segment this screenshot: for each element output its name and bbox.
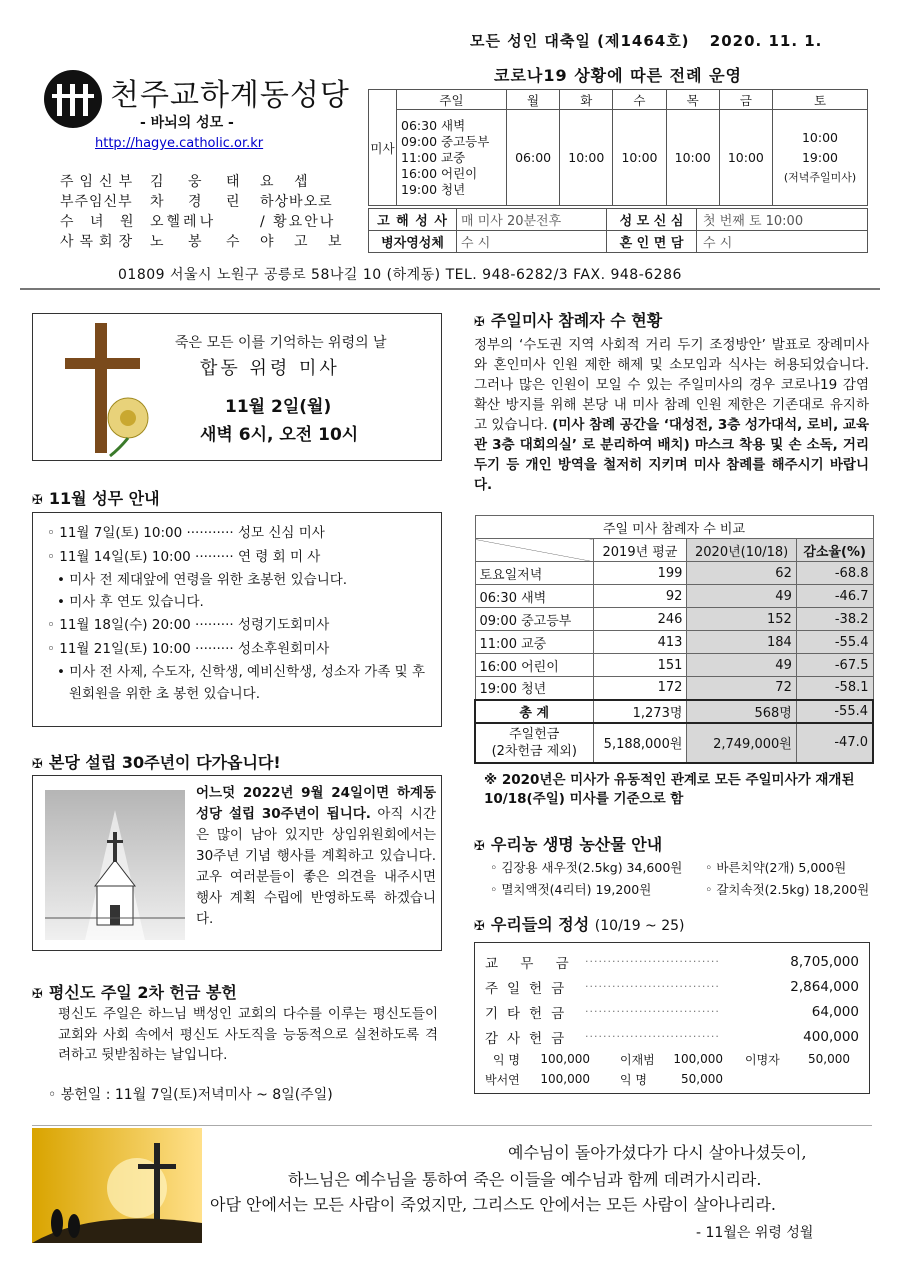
church-icon <box>45 790 185 940</box>
column-header: 2020년(10/18) <box>687 539 796 562</box>
bullet-icon: ✠ <box>474 315 485 330</box>
staff-row <box>60 212 350 232</box>
memorial-times: 새벽 6시, 오전 10시 <box>200 425 359 445</box>
sat-times: 10:00 19:00 (저녁주일미사) <box>773 110 868 206</box>
parish-logo <box>44 70 102 128</box>
list-item: ◦ 11월 21일(토) 10:00 ········· 성소후원회미사 <box>47 641 330 657</box>
staff-name: 오헬레나 <box>150 214 217 230</box>
table-cell: 172 <box>593 677 687 700</box>
mass-table <box>368 89 868 206</box>
table-cell: -68.8 <box>796 562 873 585</box>
staff-name: 차 경 린 <box>150 194 250 210</box>
farm-title: ✠ 우리농 생명 농산물 안내 <box>474 835 663 854</box>
issue-date: 2020. 11. 1. <box>709 32 823 50</box>
issue-title: 모든 성인 대축일 (제1464호) <box>470 32 690 50</box>
staff-row <box>60 192 350 212</box>
donation-row: 주일헌금 ······························ 2,864,000 <box>485 978 859 997</box>
sunday-times: 06:30 새벽 09:00 중고등부 11:00 교중 16:00 어린이 19:00 청년 <box>397 110 507 206</box>
row-label: 16:00 어린이 <box>475 654 593 677</box>
devotion-value: 첫 번째 토 10:00 <box>697 209 868 231</box>
list-subitem: • 미사 후 연도 있습니다. <box>57 594 204 610</box>
list-item: ◦ 김장용 새우젓(2.5kg) 34,600원 ◦ 바른치약(2개) 5,000원 <box>490 860 847 875</box>
staff-role: 사목회장 <box>60 234 139 250</box>
footer-line3: 아담 안에서는 모든 사람이 죽었지만, 그리스도 안에서는 모든 사람이 살아나리라. <box>210 1195 776 1214</box>
row-label: 09:00 중고등부 <box>475 608 593 631</box>
cross-flower-icon <box>50 318 160 458</box>
confession-label: 고 해 성 사 <box>369 209 457 231</box>
donor-row: 박서연 100,000 익 명 50,000 <box>485 1072 723 1087</box>
staff-row <box>60 172 350 192</box>
bullet-icon: ✠ <box>474 839 485 854</box>
col-sunday: 주일 <box>397 90 507 110</box>
list-subitem: • 미사 전 제대앞에 연령을 위한 초봉헌 있습니다. <box>57 572 348 588</box>
parish-patron: - 바뇌의 성모 - <box>140 115 234 131</box>
november-title: ✠ 11월 성무 안내 <box>32 489 160 508</box>
donor-row: 익 명 100,000 이재범 100,000 이명자 50,000 <box>493 1052 850 1067</box>
wed-time: 10:00 <box>613 110 666 206</box>
cross-icon <box>32 1128 202 1243</box>
memorial-date: 11월 2일(월) <box>225 397 332 417</box>
table-cell: 184 <box>687 631 796 654</box>
parish-url-link[interactable]: http://hagye.catholic.or.kr <box>95 136 264 151</box>
table-row <box>475 631 873 654</box>
parish-address: 01809 서울시 노원구 공릉로 58나길 10 (하계동) TEL. 948-6282/3 FAX. 948-6286 <box>118 267 682 283</box>
staff-role: 수 녀 원 <box>60 214 140 230</box>
table-row <box>475 608 873 631</box>
table-row <box>475 562 873 585</box>
table-cell: 199 <box>593 562 687 585</box>
staff-saint: 요 셉 <box>260 174 316 190</box>
total-label: 총 계 <box>475 700 593 723</box>
table-row <box>475 585 873 608</box>
tue-time: 10:00 <box>560 110 613 206</box>
staff-list <box>60 172 350 252</box>
attendance-text: 정부의 ‘수도권 지역 사회적 거리 두기 조정방안’ 발표로 장례미사와 혼인미사 인원 제한 해제 및 소모임과 식사는 허용되었습니다. 그러나 많은 인원이 모일 수 있는 주일미사의 경우 코로나19 감염 확산 방지를 위해 본당 내 미사 참례 인원 제한은 기존대로 유지하고 있습니다. (미사 참례 공간을 ‘대성전, 3층 성가대석, 로비, 교육관 3층 대회의실’ 로 분리하여 배치) 마스크 착용 및 손 소독, 거리 두기 등 개인 방역을 철저히 지키며 미사 참례를 해주시기 바랍니다. <box>474 337 869 493</box>
fri-time: 10:00 <box>719 110 772 206</box>
list-item: ◦ 멸치액젓(4리터) 19,200원 ◦ 갈치속젓(2.5kg) 18,200원 <box>490 882 870 897</box>
col-thu: 목 <box>666 90 719 110</box>
table-cell: -46.7 <box>796 585 873 608</box>
laity-title: ✠ 평신도 주일 2차 헌금 봉헌 <box>32 983 237 1002</box>
calvary-image <box>32 1128 202 1243</box>
attendance-title: ✠ 주일미사 참례자 수 현황 <box>474 311 663 330</box>
row-label: 토요일저녁 <box>475 562 593 585</box>
table-cell: 49 <box>687 654 796 677</box>
offering-label: 주일헌금 (2차헌금 제외) <box>475 723 593 763</box>
list-item: ◦ 11월 14일(토) 10:00 ········· 연 령 회 미 사 <box>47 549 321 565</box>
staff-saint: 하상바오로 <box>260 194 333 210</box>
column-header: 2019년 평균 <box>593 539 687 562</box>
mass-side-label: 미사 <box>369 90 397 206</box>
parish-name: 천주교하계동성당 <box>110 78 350 113</box>
mass-schedule-title: 코로나19 상황에 따른 전례 운영 <box>493 66 743 85</box>
wedding-label: 혼 인 면 담 <box>607 231 697 253</box>
row-label: 19:00 청년 <box>475 677 593 700</box>
footer-line1: 예수님이 돌아가셨다가 다시 살아나셨듯이, <box>508 1143 807 1162</box>
table-cell: 151 <box>593 654 687 677</box>
table-cell: 62 <box>687 562 796 585</box>
issue-line <box>470 30 870 51</box>
list-item: ◦ 11월 18일(수) 20:00 ········· 성령기도회미사 <box>47 617 330 633</box>
confession-value: 매 미사 20분전후 <box>457 209 607 231</box>
total-rate: -55.4 <box>796 700 873 723</box>
table-row <box>475 677 873 700</box>
table-cell: 92 <box>593 585 687 608</box>
staff-row <box>60 232 350 252</box>
row-label: 11:00 교중 <box>475 631 593 654</box>
bullet-icon: ✠ <box>474 919 485 934</box>
sick-label: 병자영성체 <box>369 231 457 253</box>
table-cell: -38.2 <box>796 608 873 631</box>
donation-title: ✠ 우리들의 정성 (10/19 ~ 25) <box>474 915 685 934</box>
staff-role: 부주임신부 <box>60 194 133 210</box>
anniversary-title: ✠ 본당 설립 30주년이 다가옵니다! <box>32 753 281 772</box>
table-cell: 72 <box>687 677 796 700</box>
staff-role: 주임신부 <box>60 174 139 190</box>
laity-text: 평신도 주일은 하느님 백성인 교회의 다수를 이루는 평신도들이 교회와 사회 속에서 평신도 사도직을 능동적으로 실천하도록 격려하고 뒷받침하는 날입니다. <box>58 1006 438 1063</box>
november-box <box>32 512 442 727</box>
col-fri: 금 <box>719 90 772 110</box>
table-cell: -58.1 <box>796 677 873 700</box>
table-corner <box>475 539 593 562</box>
donation-box <box>474 942 870 1094</box>
table-cell: 246 <box>593 608 687 631</box>
offering-rate: -47.0 <box>796 723 873 763</box>
bullet-icon: ✠ <box>32 987 43 1002</box>
table-cell: 152 <box>687 608 796 631</box>
sacrament-table <box>368 208 868 253</box>
farm-list <box>490 857 880 901</box>
staff-saint: 야 고 보 <box>260 234 350 250</box>
donation-row: 교 무 금 ······························ 8,705,000 <box>485 953 859 972</box>
table-title: 주일 미사 참례자 수 비교 <box>475 516 873 539</box>
row-label: 06:30 새벽 <box>475 585 593 608</box>
memorial-line1: 죽은 모든 이를 기억하는 위령의 날 <box>175 335 387 351</box>
memorial-line2: 합동 위령 미사 <box>200 358 340 379</box>
attendance-table <box>474 515 874 764</box>
total-2020: 568명 <box>687 700 796 723</box>
bullet-icon: ✠ <box>32 757 43 772</box>
table-cell: 413 <box>593 631 687 654</box>
table-row <box>475 654 873 677</box>
list-subitem: • 미사 전 사제, 수도자, 신학생, 예비신학생, 성소자 가족 및 후원회원을 위한 초 봉헌 있습니다. <box>57 664 425 702</box>
donation-row: 기타헌금 ······························ 64,000 <box>485 1003 859 1022</box>
donation-row: 감사헌금 ······························ 400,000 <box>485 1028 859 1047</box>
staff-name: 김 웅 태 <box>150 174 250 190</box>
footer-line4: - 11월은 위령 성월 <box>696 1225 814 1241</box>
offering-2020: 2,749,000원 <box>687 723 796 763</box>
footer-line2: 하느님은 예수님을 통하여 죽은 이들을 예수님과 함께 데려가시리라. <box>288 1170 762 1189</box>
staff-name: 노 봉 수 <box>150 234 250 250</box>
mass-schedule <box>368 63 868 253</box>
column-header: 감소율(%) <box>796 539 873 562</box>
mon-time: 06:00 <box>507 110 560 206</box>
church-image <box>45 790 185 940</box>
table-cell: -55.4 <box>796 631 873 654</box>
total-2019: 1,273명 <box>593 700 687 723</box>
anniversary-text: 어느덧 2022년 9월 24일이면 하계동성당 설립 30주년이 됩니다. 아직 시간은 많이 남아 있지만 상임위원회에서는 30주년 기념 행사를 계획하고 있습니다. 교우 여러분들이 좋은 의견을 내주시면 행사 계획 수립에 반영하도록 하겠습니다. <box>196 785 436 927</box>
table-cell: -67.5 <box>796 654 873 677</box>
staff-saint: / 황요안나 <box>260 214 336 230</box>
laity-offering-date: ◦ 봉헌일 : 11월 7일(토)저녁미사 ~ 8일(주일) <box>48 1087 333 1103</box>
offering-2019: 5,188,000원 <box>593 723 687 763</box>
col-mon: 월 <box>507 90 560 110</box>
sick-value: 수 시 <box>457 231 607 253</box>
bullet-icon: ✠ <box>32 493 43 508</box>
devotion-label: 성 모 신 심 <box>607 209 697 231</box>
divider <box>20 288 880 290</box>
table-cell: 49 <box>687 585 796 608</box>
col-wed: 수 <box>613 90 666 110</box>
thu-time: 10:00 <box>666 110 719 206</box>
col-sat: 토 <box>773 90 868 110</box>
col-tue: 화 <box>560 90 613 110</box>
table-note: ※ 2020년은 미사가 유동적인 관계로 모든 주일미사가 재개된 10/18(주일) 미사를 기준으로 함 <box>484 772 855 807</box>
list-item: ◦ 11월 7일(토) 10:00 ··········· 성모 신심 미사 <box>47 525 325 541</box>
cross-logo-icon <box>44 70 102 128</box>
wedding-value: 수 시 <box>697 231 868 253</box>
